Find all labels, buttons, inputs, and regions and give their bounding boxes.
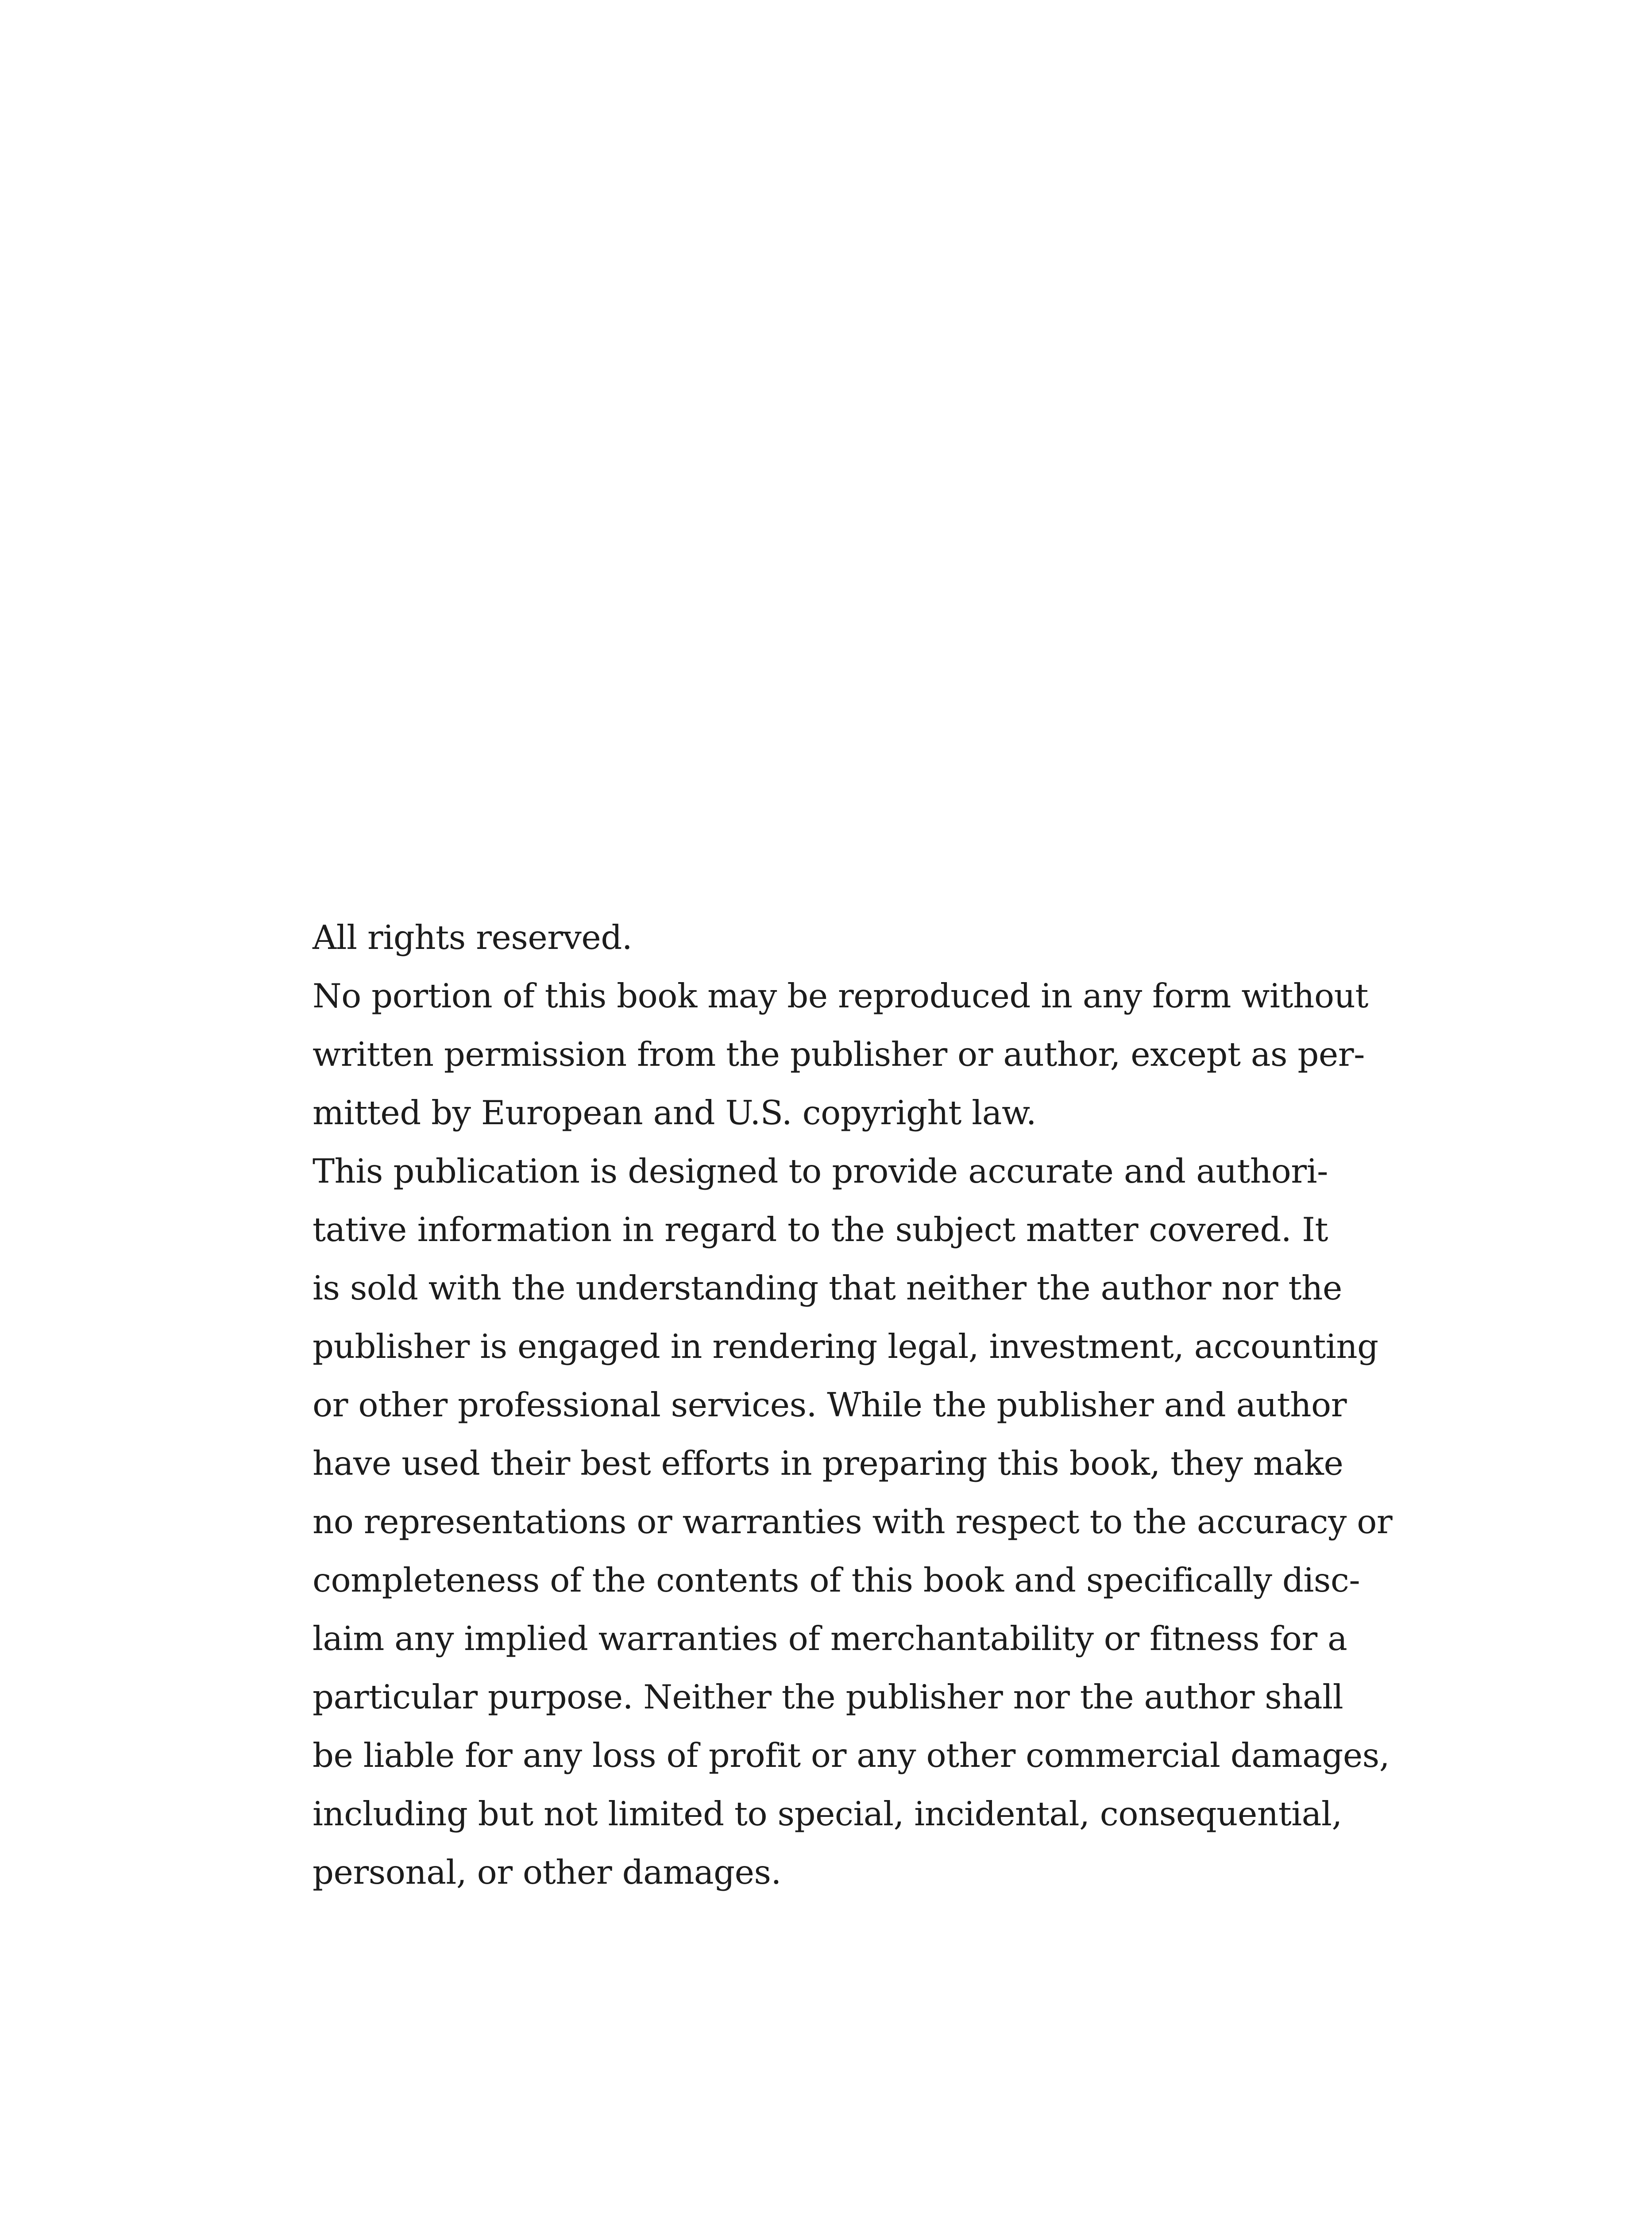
paragraph-2-line-7: no representations or warranties with respect to the accuracy or <box>313 1502 1393 1541</box>
paragraph-2-line-11: be liable for any loss of profit or any other commercial damages, <box>313 1736 1390 1775</box>
paragraph-2-line-1: This publication is designed to provide accurate and authori- <box>313 1152 1328 1191</box>
paragraph-1-line-2: written permission from the publisher or author, except as per- <box>313 1035 1365 1074</box>
paragraph-2-line-12: including but not limited to special, incidental, consequential, <box>313 1794 1342 1833</box>
copyright-notice <box>313 908 1393 1901</box>
paragraph-2-line-13: personal, or other damages. <box>313 1853 781 1892</box>
paragraph-2-line-4: publisher is engaged in rendering legal, investment, accounting <box>313 1327 1378 1366</box>
paragraph-2-line-10: particular purpose. Neither the publisher nor the author shall <box>313 1677 1343 1716</box>
paragraph-2-line-2: tative information in regard to the subject matter covered. It <box>313 1210 1328 1249</box>
rights-heading: All rights reserved. <box>313 918 633 957</box>
paragraph-2-line-3: is sold with the understanding that neither the author nor the <box>313 1268 1342 1307</box>
paragraph-2-line-6: have used their best efforts in preparing this book, they make <box>313 1444 1343 1483</box>
paragraph-2-line-5: or other professional services. While the publisher and author <box>313 1385 1347 1424</box>
paragraph-1-line-3: mitted by European and U.S. copyright law. <box>313 1093 1037 1132</box>
paragraph-1-line-1: No portion of this book may be reproduced in any form without <box>313 976 1369 1015</box>
paragraph-2-line-8: completeness of the contents of this book and specifically disc- <box>313 1561 1360 1600</box>
paragraph-2-line-9: laim any implied warranties of merchantability or fitness for a <box>313 1619 1347 1658</box>
